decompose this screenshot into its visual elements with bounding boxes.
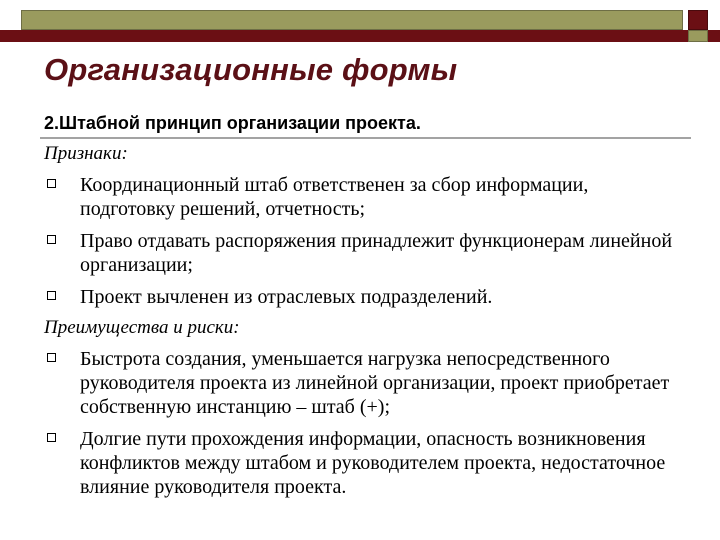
square-bullet-icon [47, 353, 56, 362]
slide-title: Организационные формы [44, 52, 458, 87]
bullet-item [44, 427, 684, 499]
bullet-text: Проект вычленен из отраслевых подразделений. [80, 286, 493, 308]
square-bullet-icon [47, 433, 56, 442]
bullet-item [44, 347, 684, 419]
bullet-item [44, 173, 684, 221]
banner-maroon-bar [0, 30, 720, 42]
section-label-signs: Признаки: [44, 143, 128, 164]
bullet-text: Быстрота создания, уменьшается нагрузка непосредственного руководителя проекта из линейной организации, проект приобретает собственную инстанцию – штаб (+); [80, 348, 670, 418]
top-banner [0, 0, 720, 42]
square-bullet-icon [47, 235, 56, 244]
slide-content [44, 143, 684, 507]
section-label-advantages-risks: Преимущества и риски: [44, 317, 240, 338]
bullet-text: Долгие пути прохождения информации, опасность возникновения конфликтов между штабом и руководителем проекта, недостаточное влияние руководителя проекта. [80, 428, 666, 498]
banner-maroon-square [688, 10, 708, 30]
square-bullet-icon [47, 291, 56, 300]
slide-subtitle: 2.Штабной принцип организации проекта. [44, 113, 421, 133]
divider [40, 137, 691, 139]
bullet-item [44, 285, 684, 309]
bullet-text: Право отдавать распоряжения принадлежит функционерам линейной организации; [80, 230, 673, 276]
bullet-item [44, 229, 684, 277]
square-bullet-icon [47, 179, 56, 188]
banner-olive-square [688, 30, 708, 42]
bullet-text: Координационный штаб ответственен за сбор информации, подготовку решений, отчетность; [80, 174, 589, 220]
banner-olive-bar [21, 10, 683, 30]
